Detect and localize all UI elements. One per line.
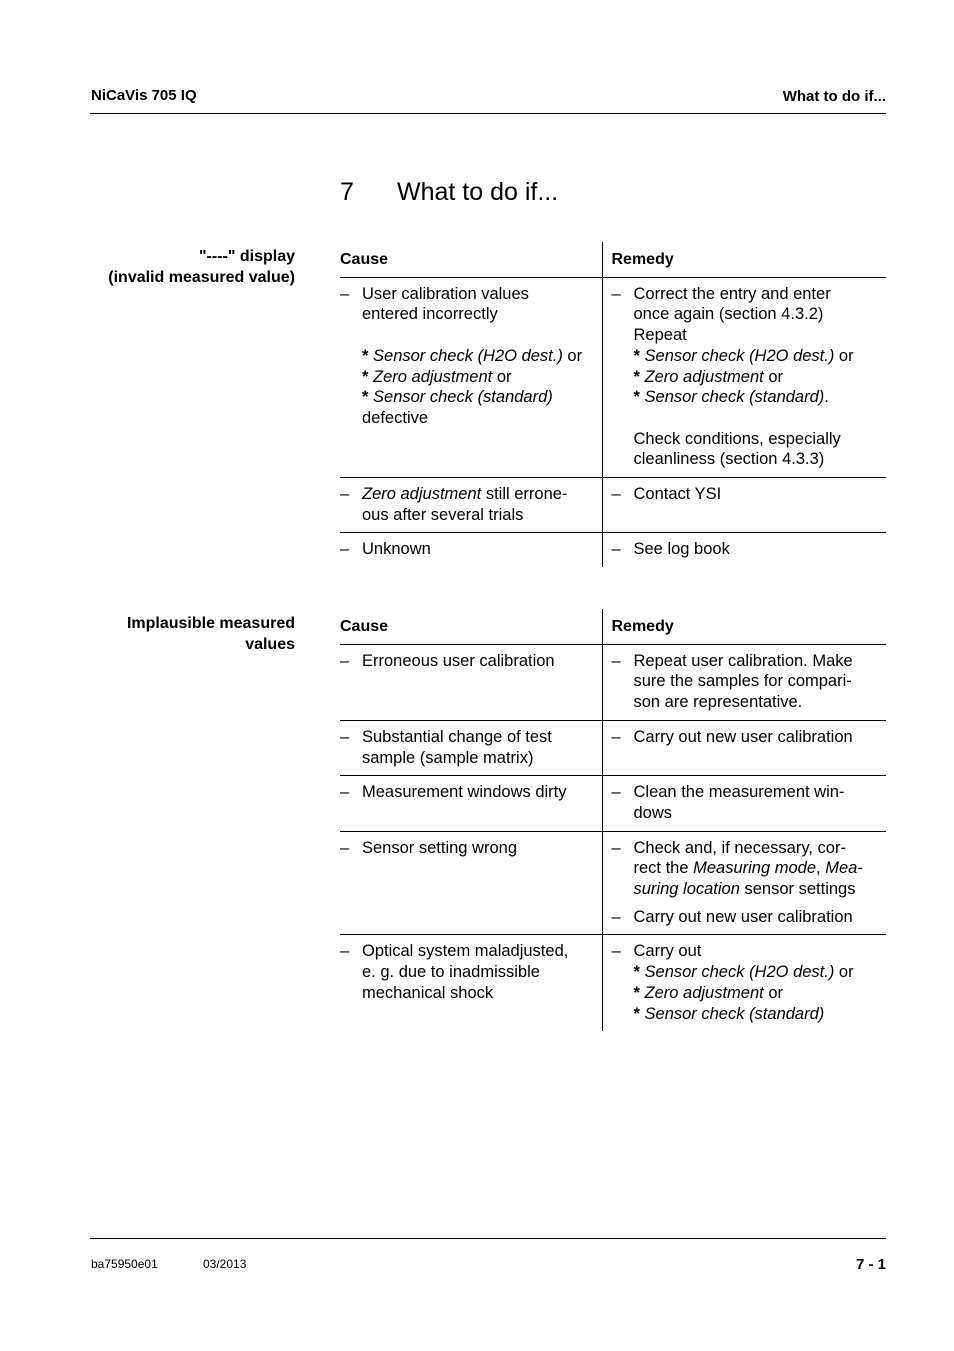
table-row xyxy=(340,720,886,775)
chapter-title: What to do if... xyxy=(397,178,559,206)
troubleshooting-table-implausible-values xyxy=(340,609,886,1031)
list-item xyxy=(612,284,887,470)
list-item xyxy=(340,941,602,1003)
table-header-row xyxy=(340,242,886,277)
text-line: Carry out new user calibration xyxy=(633,727,853,746)
cause-cell xyxy=(340,533,602,567)
text-line: * Sensor check (standard) xyxy=(633,1004,825,1023)
bullet-dash: – xyxy=(611,485,621,504)
column-header-cause: Cause xyxy=(340,251,389,268)
footer-rule xyxy=(90,1238,886,1239)
cause-cell xyxy=(340,831,602,935)
chapter-heading xyxy=(340,178,558,207)
side-label-line: values xyxy=(245,636,295,653)
bullet-dash: – xyxy=(611,942,621,961)
text-line: See log book xyxy=(633,540,730,559)
text-line: son are representative. xyxy=(633,693,803,712)
text-line: Erroneous user calibration xyxy=(362,651,555,670)
column-header-remedy: Remedy xyxy=(602,242,886,277)
text-line: Repeat xyxy=(633,326,687,345)
footer-date: 03/2013 xyxy=(203,1257,247,1271)
text-line: Correct the entry and enter xyxy=(633,284,831,303)
remedy-cell xyxy=(602,831,886,935)
remedy-cell xyxy=(602,533,886,567)
bullet-dash: – xyxy=(611,838,621,857)
text-line: suring location sensor settings xyxy=(633,880,856,899)
table-row xyxy=(340,935,886,1031)
remedy-cell xyxy=(602,277,886,477)
remedy-cell xyxy=(602,720,886,775)
bullet-dash: – xyxy=(340,838,350,857)
table-row xyxy=(340,277,886,477)
cause-cell xyxy=(340,776,602,831)
text-line: Carry out new user calibration xyxy=(633,907,853,926)
bullet-dash: – xyxy=(340,942,350,961)
table-row xyxy=(340,644,886,720)
text-line: sure the samples for compari- xyxy=(633,672,852,691)
side-label-line: (invalid measured value) xyxy=(108,269,295,286)
cause-cell xyxy=(340,644,602,720)
bullet-dash: – xyxy=(340,727,350,746)
text-line: Zero adjustment still errone- xyxy=(362,485,568,504)
text-line: Optical system maladjusted, xyxy=(362,942,569,961)
remedy-cell xyxy=(602,935,886,1031)
text-line: * Sensor check (standard). xyxy=(633,388,829,407)
table-header-row xyxy=(340,609,886,644)
text-line: * Sensor check (H2O dest.) or xyxy=(362,346,583,365)
text-line: rect the Measuring mode, Mea- xyxy=(633,859,863,878)
list-item xyxy=(612,727,887,748)
side-label-implausible-values xyxy=(55,613,295,655)
bullet-dash: – xyxy=(340,651,350,670)
text-line: * Sensor check (H2O dest.) or xyxy=(633,346,854,365)
bullet-dash: – xyxy=(611,284,621,303)
bullet-dash: – xyxy=(611,727,621,746)
text-line: entered incorrectly xyxy=(362,305,498,324)
bullet-dash: – xyxy=(611,540,621,559)
list-item xyxy=(612,651,887,713)
remedy-cell xyxy=(602,644,886,720)
chapter-number: 7 xyxy=(340,178,354,206)
remedy-cell xyxy=(602,776,886,831)
text-line: once again (section 4.3.2) xyxy=(633,305,824,324)
header-rule xyxy=(90,113,886,114)
troubleshooting-table-invalid-display xyxy=(340,242,886,567)
cause-cell xyxy=(340,478,602,533)
text-line: cleanliness (section 4.3.3) xyxy=(633,450,825,469)
list-item xyxy=(340,539,602,560)
table-row xyxy=(340,831,886,935)
page-number: 7 - 1 xyxy=(855,1256,886,1273)
text-line: Unknown xyxy=(362,540,431,559)
bullet-dash: – xyxy=(611,907,621,926)
running-header-title: NiCaVis 705 IQ xyxy=(91,87,197,104)
text-line: Carry out xyxy=(633,942,702,961)
list-item xyxy=(340,284,602,429)
text-line: sample (sample matrix) xyxy=(362,748,534,767)
side-label-invalid-display xyxy=(55,246,295,288)
text-line: Repeat user calibration. Make xyxy=(633,651,853,670)
column-header-cause: Cause xyxy=(340,618,389,635)
side-label-line: Implausible measured xyxy=(126,615,295,632)
bullet-dash: – xyxy=(340,485,350,504)
table-row xyxy=(340,478,886,533)
remedy-cell xyxy=(602,478,886,533)
list-item xyxy=(340,727,602,768)
text-line: * Sensor check (H2O dest.) or xyxy=(633,963,854,982)
list-item xyxy=(612,907,887,928)
text-line: mechanical shock xyxy=(362,983,494,1002)
text-line: ous after several trials xyxy=(362,505,524,524)
text-line: Check and, if necessary, cor- xyxy=(633,838,846,857)
cause-cell xyxy=(340,935,602,1031)
bullet-dash: – xyxy=(611,783,621,802)
table-row xyxy=(340,533,886,567)
side-label-line: "----" display xyxy=(198,248,295,265)
bullet-dash: – xyxy=(611,651,621,670)
table-row xyxy=(340,776,886,831)
list-item xyxy=(340,484,602,525)
cause-cell xyxy=(340,720,602,775)
text-line: defective xyxy=(362,408,429,427)
bullet-dash: – xyxy=(340,284,350,303)
list-item xyxy=(612,838,887,900)
text-line: Measurement windows dirty xyxy=(362,783,567,802)
text-line: Check conditions, especially xyxy=(633,429,841,448)
footer-doc-id: ba75950e01 xyxy=(91,1257,158,1271)
list-item xyxy=(612,941,887,1024)
text-line: * Zero adjustment or xyxy=(362,367,512,386)
text-line: * Sensor check (standard) xyxy=(362,388,553,407)
text-line: dows xyxy=(633,803,673,822)
text-line: Sensor setting wrong xyxy=(362,838,518,857)
text-line: Clean the measurement win- xyxy=(633,783,845,802)
list-item xyxy=(340,838,602,859)
list-item xyxy=(612,539,887,560)
list-item xyxy=(612,782,887,823)
bullet-dash: – xyxy=(340,783,350,802)
text-line: * Zero adjustment or xyxy=(633,983,784,1002)
bullet-dash: – xyxy=(340,540,350,559)
column-header-remedy: Remedy xyxy=(602,609,886,644)
cause-cell xyxy=(340,277,602,477)
running-header-chapter: What to do if... xyxy=(782,88,886,105)
text-line: User calibration values xyxy=(362,284,529,303)
text-line: * Zero adjustment or xyxy=(633,367,784,386)
text-line: Substantial change of test xyxy=(362,727,552,746)
list-item xyxy=(612,484,887,505)
list-item xyxy=(340,782,602,803)
text-line: Contact YSI xyxy=(633,485,722,504)
text-line: e. g. due to inadmissible xyxy=(362,963,540,982)
list-item xyxy=(340,651,602,672)
